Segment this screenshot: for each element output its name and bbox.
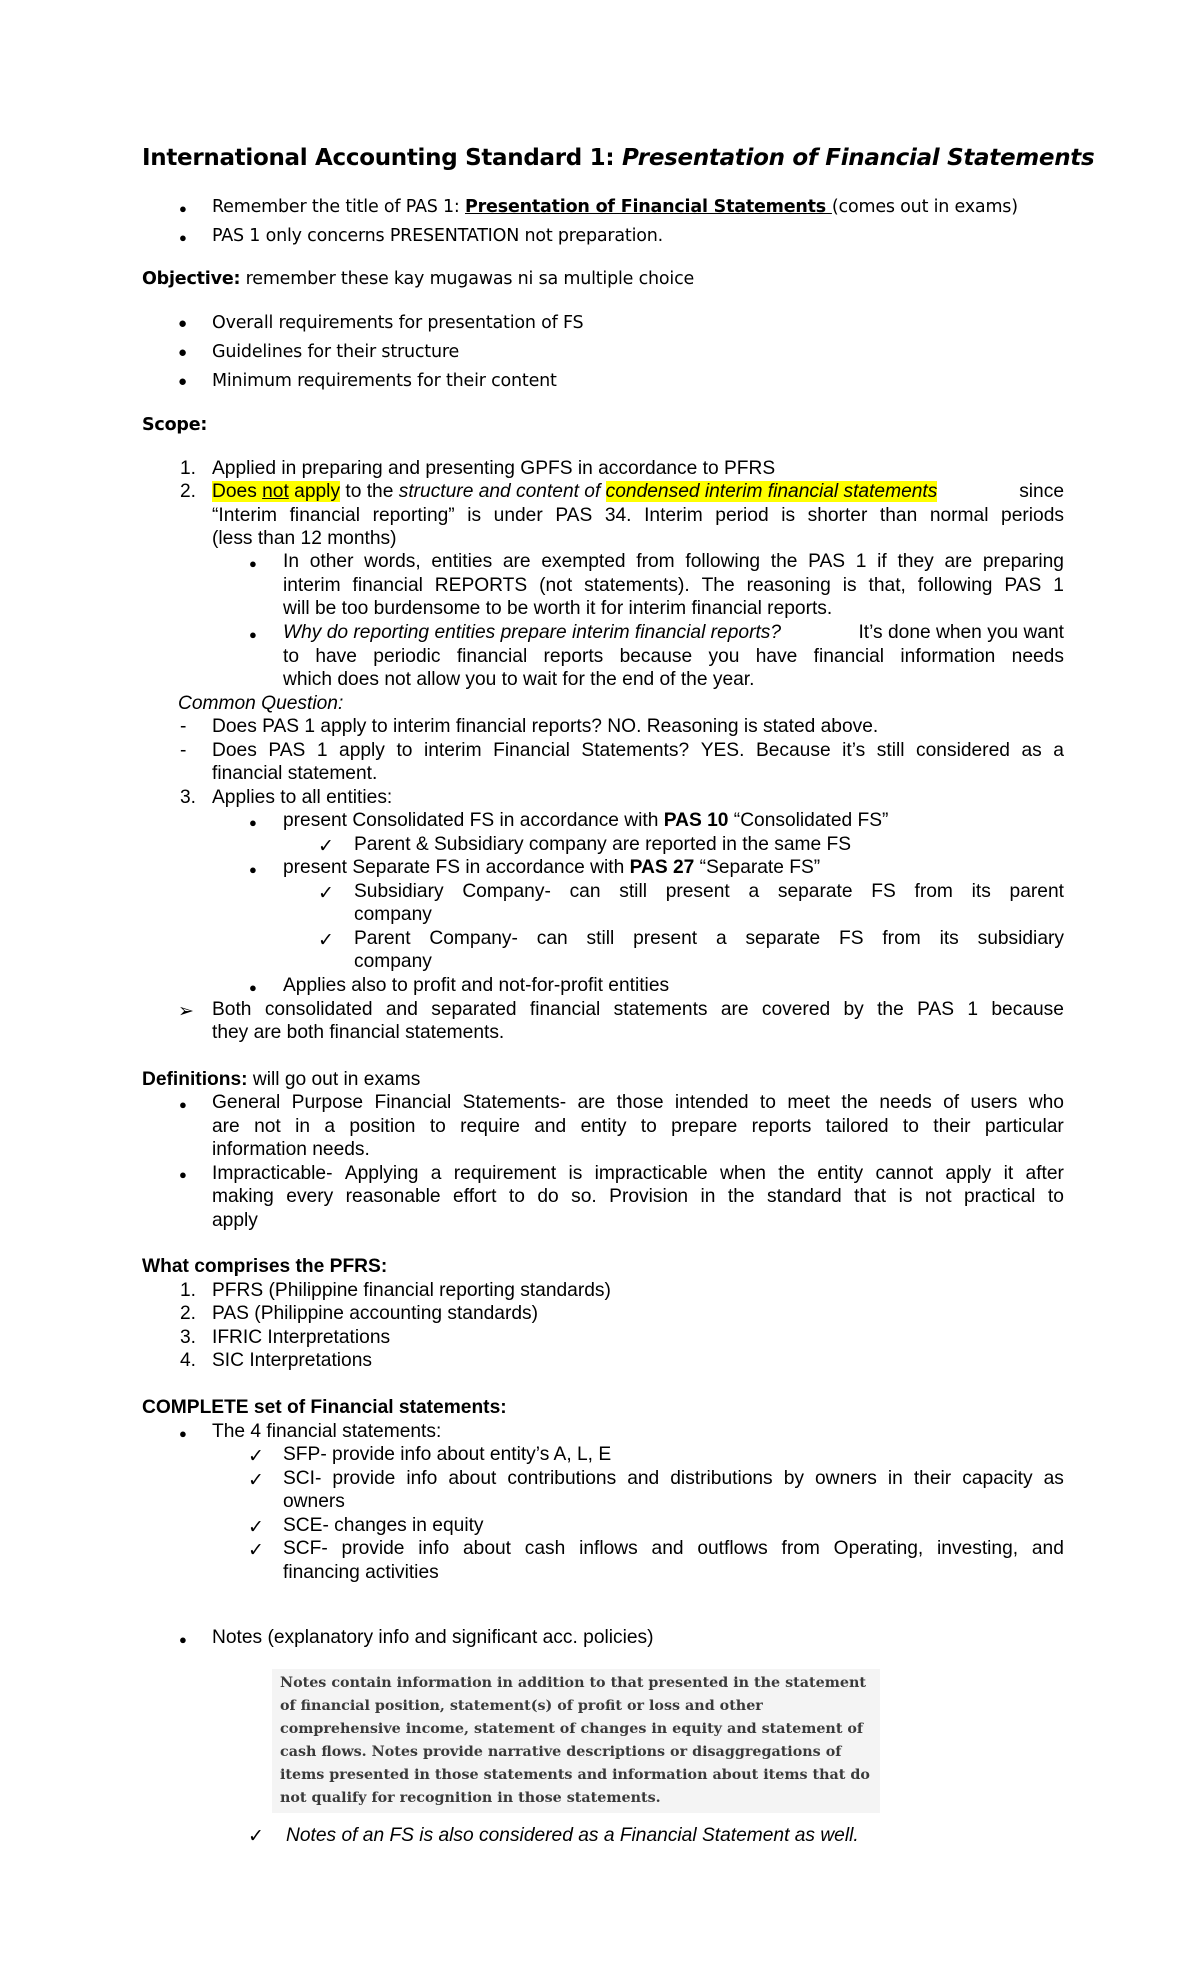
word: particular (984, 1116, 1064, 1137)
word: so. (571, 1186, 597, 1207)
word: Because (755, 740, 831, 761)
sub-bullet-line (283, 646, 1064, 668)
word: separate (777, 881, 853, 902)
word: their (913, 1468, 952, 1489)
word: is (842, 575, 857, 596)
pfrs-item: PAS (Philippine accounting standards) (212, 1303, 539, 1324)
word: apply (945, 1163, 992, 1184)
list-number: 2. (180, 1303, 197, 1324)
word: it’s (842, 740, 866, 761)
word: are (720, 999, 749, 1020)
word: not (924, 1186, 952, 1207)
excerpt-line: comprehensive income, statement of changes in equity and statement of (280, 1721, 864, 1737)
word: Purpose (291, 1092, 364, 1113)
scope-item-1: Applied in preparing and presenting GPFS in accordance to PFRS (212, 458, 776, 479)
word: SCF- (283, 1538, 328, 1559)
arrow-icon: ➢ (178, 1001, 195, 1022)
bullet-icon: ● (178, 374, 188, 390)
profit-entities-item: Applies also to profit and not-for-profit entities (283, 975, 670, 996)
statement-item (283, 1538, 1064, 1560)
word: separated (431, 999, 517, 1020)
word: practical (964, 1186, 1036, 1207)
word: making (212, 1186, 274, 1207)
word: FS (838, 928, 864, 949)
bullet-icon: ● (179, 230, 187, 245)
bullet-icon: ● (179, 1632, 187, 1647)
bullet-icon: ● (178, 345, 188, 361)
word: the (778, 1163, 805, 1184)
separate-check-item (354, 928, 1064, 950)
word: YES. (700, 740, 745, 761)
separate-check-item-line: company (354, 951, 432, 972)
common-question-1: Does PAS 1 apply to interim financial reports? NO. Reasoning is stated above. (212, 716, 879, 737)
arrow-item (212, 999, 1064, 1021)
definition-line (212, 1092, 1064, 1114)
word: and (1031, 1538, 1064, 1559)
word: subsidiary (977, 928, 1064, 949)
word: interim (423, 740, 482, 761)
word: period (715, 505, 769, 526)
pfrs-item: SIC Interpretations (212, 1350, 372, 1371)
word: parent (1009, 881, 1064, 902)
bullet-icon: ● (179, 201, 187, 216)
word: of (943, 1092, 960, 1113)
word: needs (879, 1092, 932, 1113)
sub-bullet-line: will be too burdensome to be worth it for interim financial reports. (283, 598, 833, 619)
pfrs-heading: What comprises the PFRS: (142, 1256, 388, 1277)
separate-check-item-line: company (354, 904, 432, 925)
excerpt-line: not qualify for recognition in those statements. (280, 1790, 661, 1806)
check-icon: ✓ (318, 930, 335, 951)
word: is (781, 505, 796, 526)
word: Interim (644, 505, 703, 526)
word: in (295, 1116, 311, 1137)
word: still (619, 881, 647, 902)
word: interim (283, 575, 341, 596)
word: are (944, 551, 973, 572)
word: Financial (493, 740, 570, 761)
word: reasonable (345, 1186, 441, 1207)
common-question-2-line: financial statement. (212, 763, 378, 784)
word: Statements- (462, 1092, 567, 1113)
word: The (701, 575, 735, 596)
objective-item: Minimum requirements for their content (212, 371, 557, 391)
word: as (1021, 740, 1042, 761)
word: 1 (316, 740, 328, 761)
statement-item: SCE- changes in equity (283, 1515, 484, 1536)
check-icon: ✓ (318, 836, 335, 857)
word: In (283, 551, 300, 572)
word: about (462, 1538, 511, 1559)
definition-line (212, 1163, 1064, 1185)
sub-bullet-line (283, 551, 1064, 573)
word: statements). (584, 575, 690, 596)
word: standard (767, 1186, 842, 1207)
word: consolidated (264, 999, 373, 1020)
word: entities (431, 551, 493, 572)
objective-item: Guidelines for their structure (212, 342, 460, 362)
word: who (1028, 1092, 1064, 1113)
definition-line: apply (212, 1210, 258, 1231)
separate-fs-item: present Separate FS in accordance with PAS 27 “Separate FS” (283, 857, 821, 878)
list-number: 3. (180, 787, 197, 808)
list-number: 3. (180, 1327, 197, 1348)
word: are (212, 1116, 240, 1137)
word: FS (871, 881, 896, 902)
definition-line (212, 1186, 1064, 1208)
word: outflows (697, 1538, 768, 1559)
intro-bullet-2: PAS 1 only concerns PRESENTATION not preparation. (212, 226, 664, 246)
common-question-label: Common Question: (178, 693, 344, 714)
excerpt-line: items presented in those statements and information about items that do (280, 1767, 870, 1783)
word: Financial (374, 1092, 452, 1113)
objective-item: Overall requirements for presentation of FS (212, 313, 584, 333)
word: considered (916, 740, 1010, 761)
list-number: 1. (180, 458, 197, 479)
statement-item-line: financing activities (283, 1562, 439, 1583)
check-icon: ✓ (318, 883, 335, 904)
word: periodic (373, 646, 441, 667)
dash-icon: - (180, 740, 187, 761)
word: are (502, 551, 531, 572)
word: provide (332, 1468, 396, 1489)
word: you (708, 646, 740, 667)
scope-item-2-line: (less than 12 months) (212, 528, 397, 549)
word: effort (453, 1186, 497, 1207)
word: Company- (429, 928, 518, 949)
word: and (651, 1538, 684, 1559)
word: because (619, 646, 693, 667)
check-icon: ✓ (248, 1470, 265, 1491)
word: Impracticable- (212, 1163, 333, 1184)
document-title: International Accounting Standard 1: Presentation of Financial Statements (142, 145, 1095, 171)
word: a (715, 928, 727, 949)
word: the (770, 551, 798, 572)
word: reasoning (746, 575, 831, 596)
word: to (759, 1092, 776, 1113)
word: financial (352, 575, 423, 596)
intro-bullet-1: Remember the title of PAS 1: Presentation of Financial Statements (comes out in exams) (212, 197, 1018, 217)
word: and (534, 1116, 567, 1137)
word: have (315, 646, 357, 667)
word: 1 (967, 999, 979, 1020)
word: that (854, 1186, 887, 1207)
word: investing, (937, 1538, 1019, 1559)
definitions-heading: Definitions: will go out in exams (142, 1069, 421, 1090)
check-icon: ✓ (248, 1540, 265, 1561)
word: by (843, 999, 864, 1020)
word: it (1003, 1163, 1014, 1184)
word: require (460, 1116, 520, 1137)
word: cash (524, 1538, 566, 1559)
word: “Interim (212, 505, 278, 526)
check-icon: ✓ (248, 1517, 265, 1538)
notes-excerpt-image (272, 1669, 880, 1813)
word: to (283, 646, 300, 667)
word: position (349, 1116, 416, 1137)
word: shorter (807, 505, 868, 526)
word: is (467, 505, 482, 526)
definition-line: information needs. (212, 1139, 370, 1160)
check-icon: ✓ (248, 1826, 265, 1847)
complete-set-heading: COMPLETE set of Financial statements: (142, 1397, 507, 1418)
word: to (902, 1116, 919, 1137)
definition-line (212, 1116, 1064, 1138)
word: from (636, 551, 675, 572)
word: present (665, 881, 730, 902)
word: following (685, 551, 761, 572)
word: PAS (555, 505, 593, 526)
word: have (755, 646, 798, 667)
word: Subsidiary (354, 881, 444, 902)
word: is (898, 1186, 913, 1207)
word: the (877, 999, 904, 1020)
word: entity (580, 1116, 627, 1137)
sub-bullet-line (283, 575, 1064, 597)
word: can (536, 928, 568, 949)
word: to (396, 740, 413, 761)
word: can (569, 881, 601, 902)
word: a (1053, 740, 1064, 761)
statement-item: SFP- provide info about entity’s A, L, E (283, 1444, 612, 1465)
common-question-2 (212, 740, 1064, 762)
pfrs-item: PFRS (Philippine financial reporting standards) (212, 1280, 611, 1301)
word: contributions (507, 1468, 617, 1489)
word: statements (613, 999, 708, 1020)
word: Company- (462, 881, 551, 902)
word: to (640, 1116, 657, 1137)
word: apply (339, 740, 385, 761)
word: every (286, 1186, 334, 1207)
word: Parent (354, 928, 411, 949)
word: Operating, (833, 1538, 924, 1559)
list-number: 4. (180, 1350, 197, 1371)
word: and (385, 999, 418, 1020)
word: users (970, 1092, 1018, 1113)
word: SCI- (283, 1468, 322, 1489)
word: owners (814, 1468, 877, 1489)
word: meet (787, 1092, 830, 1113)
bullet-icon: ● (249, 980, 257, 995)
word: not (254, 1116, 281, 1137)
excerpt-line: cash flows. Notes provide narrative descriptions or disaggregations of (280, 1744, 842, 1760)
word: financial (529, 999, 601, 1020)
word: reports (543, 646, 604, 667)
word: financial (456, 646, 528, 667)
word: inflows (579, 1538, 638, 1559)
bullet-icon: ● (249, 815, 257, 830)
word: 1 (855, 551, 867, 572)
word: info (406, 1468, 438, 1489)
word: their (933, 1116, 971, 1137)
word: needs (1011, 646, 1064, 667)
word: PAS (917, 999, 955, 1020)
word: its (939, 928, 959, 949)
word: General (212, 1092, 281, 1113)
word: a (748, 881, 760, 902)
word: because (991, 999, 1064, 1020)
word: provide (341, 1538, 405, 1559)
word: from (781, 1538, 820, 1559)
word: and (627, 1468, 660, 1489)
word: than (879, 505, 918, 526)
word: Provision (609, 1186, 689, 1207)
statement-item-line: owners (283, 1491, 345, 1512)
bullet-icon: ● (179, 1426, 187, 1441)
word: a (324, 1116, 336, 1137)
word: still (876, 740, 905, 761)
check-icon: ✓ (248, 1446, 265, 1467)
word: covered (761, 999, 831, 1020)
word: financial (813, 646, 885, 667)
word: they (897, 551, 934, 572)
four-statements-item: The 4 financial statements: (212, 1421, 442, 1442)
word: in (887, 1468, 903, 1489)
word: by (783, 1468, 804, 1489)
word: other (309, 551, 354, 572)
list-number: 2. (180, 481, 197, 502)
word: to (1047, 1186, 1064, 1207)
consolidated-check-item: Parent & Subsidiary company are reported in the same FS (354, 834, 851, 855)
word: financial (289, 505, 360, 526)
arrow-item-line: they are both financial statements. (212, 1022, 505, 1043)
word: those (616, 1092, 664, 1113)
word: following (917, 575, 993, 596)
scope-heading: Scope: (142, 415, 208, 435)
word: PAS (808, 551, 846, 572)
word: as (1043, 1468, 1064, 1489)
word: capacity (962, 1468, 1033, 1489)
word: periods (1001, 505, 1064, 526)
word: the (841, 1092, 869, 1113)
consolidated-fs-item: present Consolidated FS in accordance with PAS 10 “Consolidated FS” (283, 810, 889, 831)
word: exempted (541, 551, 626, 572)
word: info (418, 1538, 450, 1559)
word: if (877, 551, 887, 572)
bullet-icon: ● (249, 862, 257, 877)
objective-heading: Objective: remember these kay mugawas ni sa multiple choice (142, 269, 695, 289)
dash-icon: - (180, 716, 187, 737)
sub-bullet-line: which does not allow you to wait for the end of the year. (283, 669, 755, 690)
word: present (633, 928, 698, 949)
word: after (1025, 1163, 1064, 1184)
word: information (900, 646, 996, 667)
word: under (493, 505, 543, 526)
notes-item: Notes (explanatory info and significant acc. policies) (212, 1627, 654, 1648)
word: (not (539, 575, 573, 596)
word: from (914, 881, 953, 902)
word: its (971, 881, 991, 902)
word: that, (868, 575, 906, 596)
word: prepare (671, 1116, 738, 1137)
word: distributions (670, 1468, 773, 1489)
word: is (568, 1163, 583, 1184)
word: PAS (1004, 575, 1042, 596)
list-number: 1. (180, 1280, 197, 1301)
word: when (720, 1163, 766, 1184)
word: 34. (604, 505, 632, 526)
word: Applying (344, 1163, 419, 1184)
word: REPORTS (434, 575, 528, 596)
bullet-icon: ● (179, 1167, 187, 1182)
word: cannot (875, 1163, 934, 1184)
pfrs-item: IFRIC Interpretations (212, 1327, 391, 1348)
separate-check-item (354, 881, 1064, 903)
word: reports (751, 1116, 812, 1137)
word: intended (674, 1092, 749, 1113)
final-note: Notes of an FS is also considered as a Financial Statement as well. (286, 1825, 859, 1846)
scope-item-3: Applies to all entities: (212, 787, 393, 808)
word: tailored (825, 1116, 889, 1137)
word: to (429, 1116, 446, 1137)
word: Statements? (581, 740, 690, 761)
word: requirement (453, 1163, 557, 1184)
word: normal (929, 505, 989, 526)
statement-item (283, 1468, 1064, 1490)
word: about (448, 1468, 497, 1489)
word: still (586, 928, 615, 949)
sub-bullet-line: Why do reporting entities prepare interim financial reports? It’s done when you want (283, 622, 1064, 643)
word: preparing (982, 551, 1064, 572)
word: reporting” (372, 505, 455, 526)
word: the (727, 1186, 755, 1207)
excerpt-line: Notes contain information in addition to that presented in the statement (280, 1675, 866, 1691)
word: impracticable (594, 1163, 708, 1184)
excerpt-line: of financial position, statement(s) of profit or loss and other (280, 1698, 763, 1714)
word: separate (745, 928, 821, 949)
bullet-icon: ● (249, 556, 257, 571)
scope-item-2: Does not apply to the structure and content of condensed interim financial statements since (212, 481, 1064, 502)
word: in (700, 1186, 716, 1207)
word: from (882, 928, 921, 949)
word: words, (364, 551, 421, 572)
word: are (577, 1092, 606, 1113)
word: Both (212, 999, 252, 1020)
word: a (430, 1163, 442, 1184)
word: Does (212, 740, 257, 761)
word: 1 (1053, 575, 1064, 596)
scope-item-2-line (212, 505, 1064, 527)
word: entity (817, 1163, 864, 1184)
bullet-icon: ● (249, 627, 257, 642)
bullet-icon: ● (178, 316, 188, 332)
bullet-icon: ● (179, 1097, 187, 1112)
word: PAS (268, 740, 306, 761)
word: to (508, 1186, 525, 1207)
word: do (537, 1186, 559, 1207)
